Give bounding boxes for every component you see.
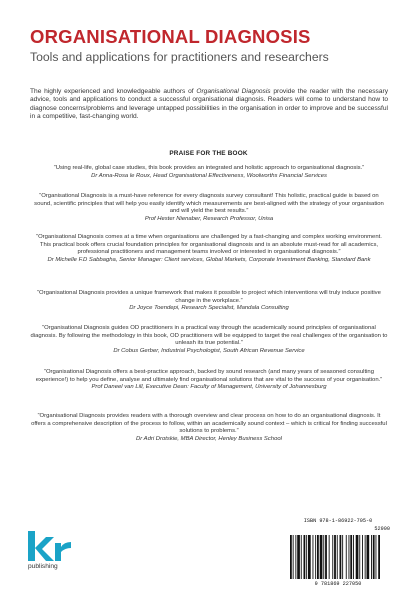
intro-text-1: The highly experienced and knowledgeable authors of [30, 88, 197, 95]
quote-text: “Organisational Diagnosis guides OD practitioners in a practical way through the academically sound principles of organisational diagnosis. By following the methodology in this book, OD practitioners will be equipped to target the real challenges of the organisation to unleash its true potential.” [30, 325, 388, 347]
intro-paragraph [30, 88, 388, 122]
quote-2 [30, 193, 388, 223]
quote-text: “Organisational Diagnosis provides a unique framework that makes it possible to project which interventions will truly induce positive change in the workplace.” [37, 290, 381, 304]
quote-7 [30, 413, 388, 443]
book-title: ORGANISATIONAL DIAGNOSIS [30, 26, 311, 47]
quote-text: “Organisational Diagnosis is a must-have reference for every diagnosis survey consultant! This holistic, practical guide is based on sound, scientific principles that will help you easily identify which measurements are best-aligned with the strategy of your organisation and will yield the best results.” [34, 193, 384, 215]
quote-5 [30, 325, 388, 355]
book-subtitle: Tools and applications for practitioners and researchers [30, 50, 329, 64]
quote-text: “Organisational Diagnosis offers a best-practice approach, backed by sound research (and many years of seasoned consulting experience!) to help you define, analyse and ultimately find organisational solutions that are vital to the success of your organisation.” [35, 369, 383, 383]
quote-attribution: Prof Hester Nienaber, Research Professor, Unisa [144, 215, 274, 222]
price-code: 52900 [374, 526, 390, 532]
quote-text: “Organisational Diagnosis comes at a time when organisations are challenged by a fast-changing and complex working environment. This practical book offers crucial foundation principles for organisational diagnosis and is an absolute must-read for all academics, professional practitioners and management teams involved or interested in organisational diagnosis.” [36, 234, 382, 256]
quote-attribution: Dr Joyce Toendepi, Research Specialist, Mandala Consulting [129, 305, 289, 312]
quote-attribution: Dr Anna-Rosa le Roux, Head Organisational Effectiveness, Woolworths Financial Services [91, 172, 327, 179]
quote-4 [30, 290, 388, 313]
quote-1 [30, 165, 388, 180]
kr-logo-icon [26, 527, 74, 567]
quote-attribution: Prof Daneel van Lill, Executive Dean: Faculty of Management, University of Johannesburg [91, 384, 327, 391]
quote-6 [30, 369, 388, 392]
intro-book-title: Organisational Diagnosis [196, 88, 271, 95]
svg-text:kr: kr [44, 555, 45, 556]
publisher-name: publishing [28, 563, 58, 570]
quote-text: “Organisational Diagnosis provides readers with a thorough overview and clear process on how to do an organisational diagnosis. It offers a comprehensive description of the process to follow, within an academically sound context – which is critical for finding successful solutions to problems.” [31, 413, 387, 435]
quote-attribution: Dr Adri Drotskie, MBA Director, Henley Business School [136, 435, 282, 442]
intro-text-2: provide the reader with the necessary advice, tools and applications to conduct a successful organisational diagnosis. Readers will come to understand how to diagnose concerns/problems and leverage untapped possibilities in the organisation in order to improve and be successful in a competitive, fast-changing world. [30, 88, 388, 121]
quote-3 [30, 234, 388, 264]
quote-attribution: Dr Michelle F.D Sabbagha, Senior Manager: Client services, Global Markets, Corporate Investment Banking, Standard Bank [47, 256, 371, 263]
praise-heading: PRAISE FOR THE BOOK [169, 150, 248, 157]
quote-attribution: Dr Cobus Gerber, Industrial Psychologist, South African Revenue Service [113, 347, 305, 354]
isbn-text: ISBN 978-1-86922-705-0 [303, 518, 373, 524]
quote-text: “Using real-life, global case studies, this book provides an integrated and holistic approach to organisational diagnosis.” [53, 165, 365, 171]
barcode-number: 9 781869 227050 [314, 581, 362, 587]
